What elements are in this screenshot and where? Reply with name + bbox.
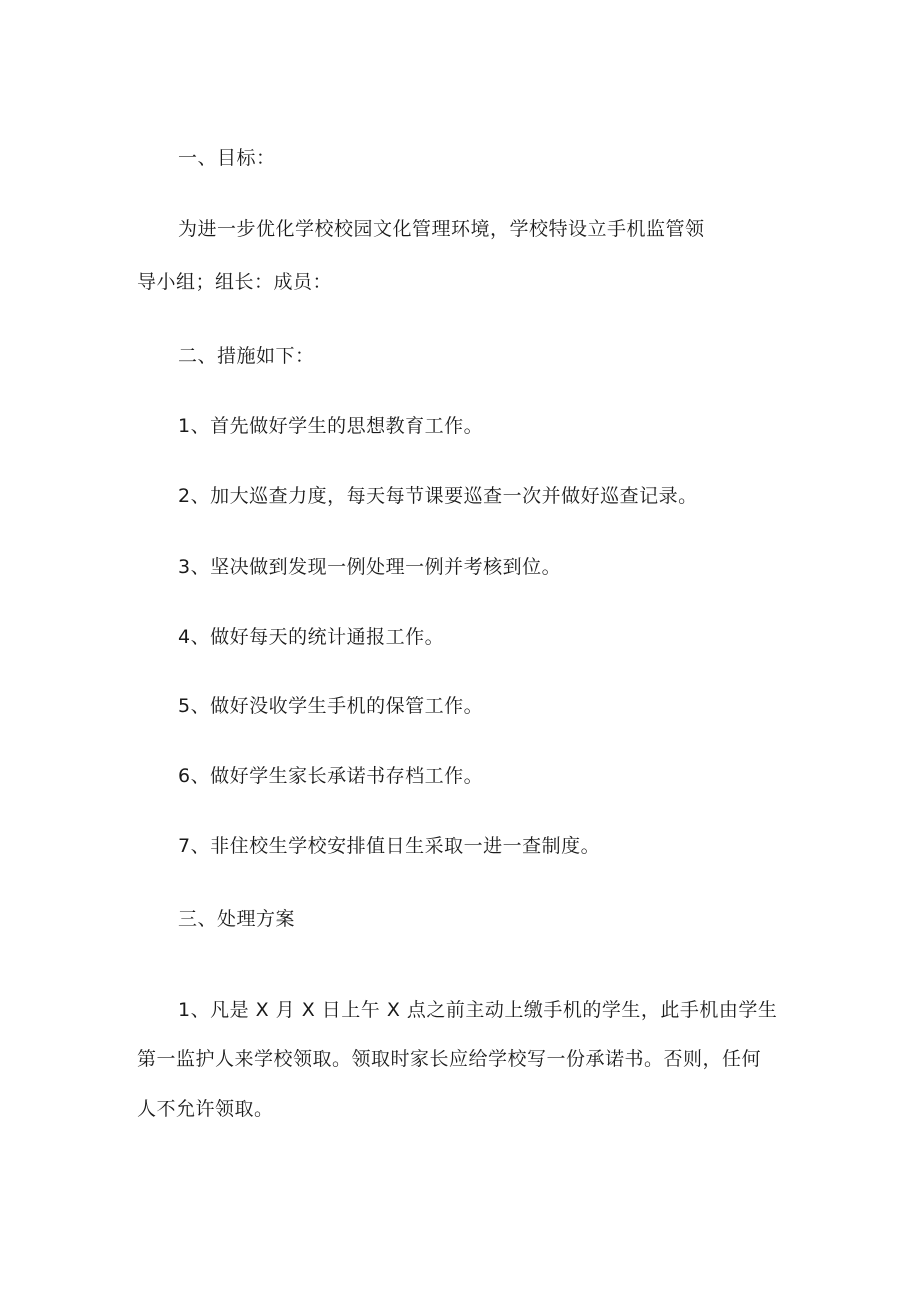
measure-item-6: 6、做好学生家长承诺书存档工作。 [178,765,484,787]
plan-paragraph-line3: 人不允许领取。 [137,1098,274,1120]
measure-item-1: 1、首先做好学生的思想教育工作。 [178,415,484,437]
section1-paragraph-line2: 导小组；组长：成员： [137,271,333,293]
measure-item-2: 2、加大巡查力度，每天每节课要巡查一次并做好巡查记录。 [178,485,698,507]
section3-heading: 三、处理方案 [178,908,296,930]
section1-heading: 一、目标： [178,147,276,169]
section2-heading: 二、措施如下： [178,345,315,367]
measure-item-3: 3、坚决做到发现一例处理一例并考核到位。 [178,556,562,578]
measure-item-4: 4、做好每天的统计通报工作。 [178,626,445,648]
section1-paragraph-line1: 为进一步优化学校校园文化管理环境，学校特设立手机监管领 [178,218,705,240]
plan-paragraph-line1: 1、凡是 X 月 X 日上午 X 点之前主动上缴手机的学生，此手机由学生 [178,999,778,1021]
plan-paragraph-line2: 第一监护人来学校领取。领取时家长应给学校写一份承诺书。否则，任何 [137,1048,762,1070]
measure-item-5: 5、做好没收学生手机的保管工作。 [178,695,484,717]
measure-item-7: 7、非住校生学校安排值日生采取一进一查制度。 [178,835,601,857]
